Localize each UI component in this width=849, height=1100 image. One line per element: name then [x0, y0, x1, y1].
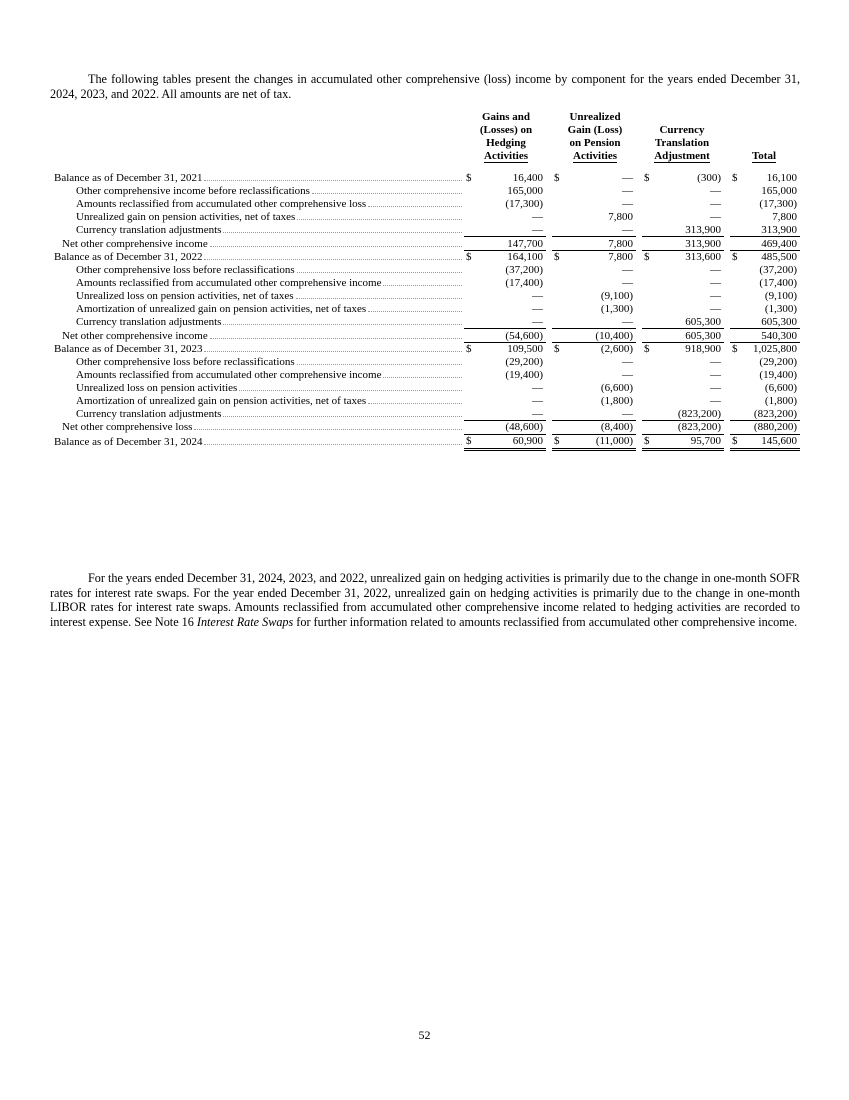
value-cell: 485,500: [742, 251, 800, 264]
currency-cell: [464, 382, 476, 395]
value-cell: (37,200): [759, 264, 797, 277]
value-cell: 7,800: [564, 251, 636, 264]
currency-cell: [464, 356, 476, 369]
row-label: [50, 185, 464, 198]
outro-text-end: for further information related to amounts reclassified from accumulated other comprehensive income.: [293, 614, 798, 629]
currency-cell: [552, 237, 564, 251]
currency-cell: $: [464, 342, 476, 355]
value-cell: 540,300: [742, 329, 800, 343]
currency-cell: [464, 211, 476, 224]
value-cell: (29,200): [505, 356, 543, 369]
dot-leader: [223, 416, 462, 417]
currency-cell: [730, 329, 742, 343]
value-cell: (17,300): [505, 198, 543, 211]
value-cell: —: [710, 264, 721, 277]
value-cell: (880,200): [742, 421, 800, 435]
row-label-text: Other comprehensive loss before reclassifications: [76, 356, 295, 369]
value-cell: 16,100: [766, 172, 797, 185]
value-cell: —: [710, 356, 721, 369]
value-cell: —: [532, 381, 543, 394]
currency-cell: $: [642, 251, 654, 264]
currency-cell: $: [552, 434, 564, 449]
currency-cell: [552, 315, 564, 328]
currency-cell: [464, 290, 476, 303]
value-cell: 145,600: [742, 434, 800, 449]
currency-cell: $: [730, 342, 742, 355]
currency-cell: [464, 421, 476, 435]
currency-cell: [642, 264, 654, 277]
currency-cell: [642, 237, 654, 251]
currency-cell: [642, 329, 654, 343]
col-header-line: Unrealized: [569, 111, 621, 123]
currency-cell: [730, 290, 742, 303]
value-cell: —: [622, 185, 633, 198]
row-label: [50, 290, 464, 303]
value-cell: 60,900: [476, 434, 546, 449]
row-label: [50, 302, 464, 315]
currency-cell: [552, 185, 564, 198]
currency-cell: [730, 237, 742, 251]
value-cell: 7,800: [564, 237, 636, 251]
value-cell: 1,025,800: [742, 342, 800, 355]
value-cell: —: [622, 264, 633, 277]
row-label: [50, 264, 464, 277]
row-label: [50, 369, 464, 382]
currency-cell: $: [554, 172, 560, 185]
value-cell: —: [710, 302, 721, 315]
value-cell: (19,400): [759, 369, 797, 382]
col-header-total: [728, 111, 800, 163]
row-label: [50, 329, 464, 343]
currency-cell: $: [464, 434, 476, 449]
row-label-text: Unrealized loss on pension activities: [76, 381, 238, 394]
currency-cell: [464, 369, 476, 382]
value-cell: (8,400): [564, 421, 636, 435]
table-row: [50, 382, 800, 395]
currency-cell: [552, 356, 564, 369]
value-cell: (10,400): [564, 329, 636, 343]
value-cell: (11,000): [564, 434, 636, 449]
table-row: [50, 237, 800, 251]
currency-cell: [642, 302, 654, 315]
intro-paragraph: The following tables present the changes in accumulated other comprehensive (loss) income by component for the years ended December 31, 2024, 2023, and 2022. All amounts are net of tax.: [50, 72, 800, 101]
dot-leader: [368, 206, 462, 207]
value-cell: —: [710, 381, 721, 394]
row-label-text: Amounts reclassified from accumulated other comprehensive income: [76, 277, 382, 290]
dot-leader: [368, 311, 462, 312]
value-cell: (6,600): [600, 381, 633, 394]
row-label: [50, 434, 464, 449]
currency-cell: [552, 198, 564, 211]
currency-cell: [642, 421, 654, 435]
value-cell: (17,400): [759, 277, 797, 290]
dot-leader: [383, 285, 462, 286]
value-cell: 313,900: [761, 223, 797, 236]
value-cell: (1,300): [600, 302, 633, 315]
row-label: [50, 223, 464, 236]
currency-cell: [642, 290, 654, 303]
value-cell: (48,600): [476, 421, 546, 435]
col-header-line: Hedging: [486, 137, 526, 150]
row-label-text: Other comprehensive loss before reclassifications: [76, 264, 295, 277]
currency-cell: [464, 315, 476, 328]
currency-cell: [552, 223, 564, 236]
value-cell: (300): [697, 172, 721, 185]
currency-cell: [730, 421, 742, 435]
currency-cell: [464, 223, 476, 236]
currency-cell: $: [730, 434, 742, 449]
value-cell: —: [532, 315, 543, 328]
value-cell: 313,900: [654, 237, 724, 251]
value-cell: 165,000: [761, 185, 797, 198]
row-label: [50, 251, 464, 264]
row-label: [50, 211, 464, 224]
dot-leader: [296, 298, 463, 299]
currency-cell: [642, 356, 654, 369]
value-cell: —: [710, 394, 721, 407]
value-cell: (17,400): [505, 277, 543, 290]
currency-cell: [730, 277, 742, 290]
currency-cell: [730, 382, 742, 395]
value-cell: (1,800): [600, 394, 633, 407]
currency-cell: [464, 185, 476, 198]
currency-cell: [730, 211, 742, 224]
value-cell: 7,800: [772, 210, 797, 223]
value-cell: (29,200): [759, 356, 797, 369]
note-reference: Interest Rate Swaps: [196, 614, 294, 629]
value-cell: —: [622, 356, 633, 369]
table-row: [50, 369, 800, 382]
col-header-line: Currency: [659, 124, 705, 137]
row-label: [50, 407, 464, 420]
col-header-line: Translation: [654, 137, 710, 150]
col-header-line: Gain (Loss): [567, 124, 623, 137]
table-row: [50, 394, 800, 407]
dot-leader: [223, 232, 462, 233]
value-cell: (54,600): [476, 329, 546, 343]
row-label-text: Net other comprehensive income: [62, 329, 208, 342]
outro-text: For the years ended December 31, 2024, 2023, and 2022, unrealized gain on hedging activities is primarily due to the change in one-month SOFR rates for interest rate swaps. For the year ended December 31, 2022, unrealized gain on hedging activities is primarily due to the change in one-month LIBOR rates for interest rate swaps. Amounts reclassified from accumulated other comprehensive income related to hedging activities are recorded to interest expense. See Note 16: [50, 571, 800, 629]
dot-leader: [204, 180, 462, 181]
row-label-text: Currency translation adjustments: [76, 407, 222, 420]
row-label-text: Balance as of December 31, 2024: [54, 435, 203, 448]
value-cell: 164,100: [476, 251, 546, 264]
currency-cell: $: [642, 342, 654, 355]
row-label: [50, 277, 464, 290]
value-cell: —: [710, 290, 721, 303]
row-label-text: Balance as of December 31, 2021: [54, 172, 203, 185]
currency-cell: [464, 198, 476, 211]
value-cell: (823,200): [654, 421, 724, 435]
value-cell: 313,600: [654, 251, 724, 264]
dot-leader: [297, 272, 462, 273]
currency-cell: [552, 421, 564, 435]
col-header-hedging: [466, 111, 546, 163]
table-row: [50, 251, 800, 264]
currency-cell: [730, 302, 742, 315]
value-cell: 16,400: [512, 172, 543, 185]
table-row: [50, 434, 800, 449]
value-cell: (9,100): [764, 290, 797, 303]
row-label: [50, 198, 464, 211]
col-header-currency: [642, 111, 722, 163]
table-row: [50, 172, 800, 185]
value-cell: 469,400: [742, 237, 800, 251]
currency-cell: [552, 407, 564, 420]
row-label-text: Net other comprehensive loss: [62, 421, 193, 434]
currency-cell: [730, 264, 742, 277]
value-cell: 7,800: [608, 210, 633, 223]
value-cell: —: [532, 407, 543, 420]
dot-leader: [204, 444, 462, 445]
currency-cell: [730, 394, 742, 407]
page-number: 52: [418, 1028, 431, 1042]
currency-cell: [464, 264, 476, 277]
dot-leader: [204, 259, 462, 260]
row-label: [50, 421, 464, 435]
currency-cell: [552, 264, 564, 277]
value-cell: (823,200): [753, 407, 797, 420]
table-row: [50, 290, 800, 303]
currency-cell: [730, 223, 742, 236]
currency-cell: [552, 394, 564, 407]
currency-cell: [642, 277, 654, 290]
dot-leader: [368, 403, 462, 404]
col-header-line: on Pension: [569, 137, 621, 150]
table-row: [50, 277, 800, 290]
value-cell: —: [532, 290, 543, 303]
value-cell: 605,300: [761, 315, 797, 328]
col-header-line: (Losses) on: [479, 124, 533, 137]
table-row: [50, 223, 800, 236]
col-header-line: Total: [751, 150, 777, 163]
currency-cell: [730, 185, 742, 198]
currency-cell: [552, 277, 564, 290]
row-label-text: Balance as of December 31, 2023: [54, 343, 203, 356]
row-label-text: Unrealized loss on pension activities, net of taxes: [76, 290, 294, 303]
value-cell: —: [710, 185, 721, 198]
value-cell: (1,300): [764, 302, 797, 315]
value-cell: —: [622, 172, 633, 185]
currency-cell: [642, 315, 654, 328]
value-cell: 109,500: [476, 342, 546, 355]
currency-cell: [552, 302, 564, 315]
table-row: [50, 185, 800, 198]
row-label-text: Other comprehensive income before reclassifications: [76, 185, 310, 198]
value-cell: (9,100): [600, 290, 633, 303]
value-cell: —: [710, 277, 721, 290]
dot-leader: [297, 219, 462, 220]
col-header-line: Adjustment: [654, 150, 710, 163]
currency-cell: [464, 407, 476, 420]
currency-cell: [642, 369, 654, 382]
dot-leader: [204, 351, 462, 352]
currency-cell: $: [644, 172, 650, 185]
row-label-text: Amounts reclassified from accumulated other comprehensive loss: [76, 198, 367, 211]
table-row: [50, 421, 800, 435]
table-row: [50, 329, 800, 343]
col-header-line: Gains and: [482, 111, 530, 123]
value-cell: —: [622, 277, 633, 290]
value-cell: (823,200): [677, 407, 721, 420]
value-cell: 313,900: [685, 223, 721, 236]
row-label: [50, 172, 464, 185]
value-cell: (17,300): [759, 198, 797, 211]
currency-cell: [730, 407, 742, 420]
currency-cell: [642, 407, 654, 420]
currency-cell: [730, 356, 742, 369]
currency-cell: $: [464, 251, 476, 264]
row-label-text: Unrealized gain on pension activities, net of taxes: [76, 210, 296, 223]
currency-cell: [642, 198, 654, 211]
dot-leader: [210, 338, 462, 339]
currency-cell: $: [552, 251, 564, 264]
table-row: [50, 342, 800, 355]
table-row: [50, 198, 800, 211]
currency-cell: [464, 237, 476, 251]
currency-cell: [464, 277, 476, 290]
currency-cell: [642, 223, 654, 236]
value-cell: 605,300: [654, 329, 724, 343]
currency-cell: [642, 211, 654, 224]
currency-cell: $: [552, 342, 564, 355]
value-cell: —: [532, 223, 543, 236]
row-label-text: Amortization of unrealized gain on pension activities, net of taxes: [76, 302, 367, 315]
dot-leader: [210, 246, 462, 247]
value-cell: —: [710, 198, 721, 211]
row-label-text: Amounts reclassified from accumulated other comprehensive income: [76, 369, 382, 382]
currency-cell: [552, 290, 564, 303]
currency-cell: [642, 382, 654, 395]
currency-cell: [464, 394, 476, 407]
row-label: [50, 237, 464, 251]
value-cell: 165,000: [507, 185, 543, 198]
row-label: [50, 356, 464, 369]
col-header-line: Activities: [573, 150, 617, 163]
dot-leader: [239, 390, 462, 391]
row-label-text: Currency translation adjustments: [76, 315, 222, 328]
currency-cell: [642, 185, 654, 198]
value-cell: 605,300: [685, 315, 721, 328]
currency-cell: [552, 369, 564, 382]
value-cell: —: [532, 394, 543, 407]
dot-leader: [383, 377, 462, 378]
row-label-text: Amortization of unrealized gain on pension activities, net of taxes: [76, 394, 367, 407]
currency-cell: [552, 211, 564, 224]
row-label: [50, 342, 464, 355]
currency-cell: [642, 394, 654, 407]
value-cell: —: [710, 210, 721, 223]
value-cell: —: [532, 210, 543, 223]
currency-cell: [464, 302, 476, 315]
currency-cell: $: [642, 434, 654, 449]
row-label-text: Currency translation adjustments: [76, 224, 222, 237]
col-header-line: Activities: [484, 150, 528, 163]
aoci-table: [50, 172, 800, 451]
value-cell: —: [622, 407, 633, 420]
currency-cell: [730, 315, 742, 328]
table-row: [50, 315, 800, 328]
value-cell: —: [622, 369, 633, 382]
dot-leader: [312, 193, 462, 194]
dot-leader: [297, 364, 462, 365]
currency-cell: $: [466, 172, 472, 185]
currency-cell: [730, 198, 742, 211]
table-row: [50, 264, 800, 277]
value-cell: 147,700: [476, 237, 546, 251]
value-cell: —: [622, 198, 633, 211]
currency-cell: $: [730, 251, 742, 264]
value-cell: —: [532, 302, 543, 315]
table-row: [50, 407, 800, 420]
currency-cell: [464, 329, 476, 343]
value-cell: —: [622, 315, 633, 328]
currency-cell: [552, 382, 564, 395]
currency-cell: [730, 369, 742, 382]
outro-paragraph: [50, 571, 800, 629]
row-label-text: Balance as of December 31, 2022: [54, 251, 203, 264]
value-cell: —: [710, 369, 721, 382]
value-cell: (2,600): [564, 342, 636, 355]
row-label: [50, 315, 464, 328]
table-row: [50, 211, 800, 224]
value-cell: (37,200): [505, 264, 543, 277]
value-cell: —: [622, 223, 633, 236]
value-cell: (1,800): [764, 394, 797, 407]
dot-leader: [223, 324, 462, 325]
currency-cell: $: [732, 172, 738, 185]
currency-cell: [552, 329, 564, 343]
table-row: [50, 356, 800, 369]
value-cell: 95,700: [654, 434, 724, 449]
row-label: [50, 382, 464, 395]
value-cell: (6,600): [764, 381, 797, 394]
value-cell: 918,900: [654, 342, 724, 355]
table-row: [50, 302, 800, 315]
value-cell: (19,400): [505, 369, 543, 382]
dot-leader: [194, 429, 462, 430]
row-label-text: Net other comprehensive income: [62, 237, 208, 250]
col-header-pension: [553, 111, 637, 163]
row-label: [50, 394, 464, 407]
